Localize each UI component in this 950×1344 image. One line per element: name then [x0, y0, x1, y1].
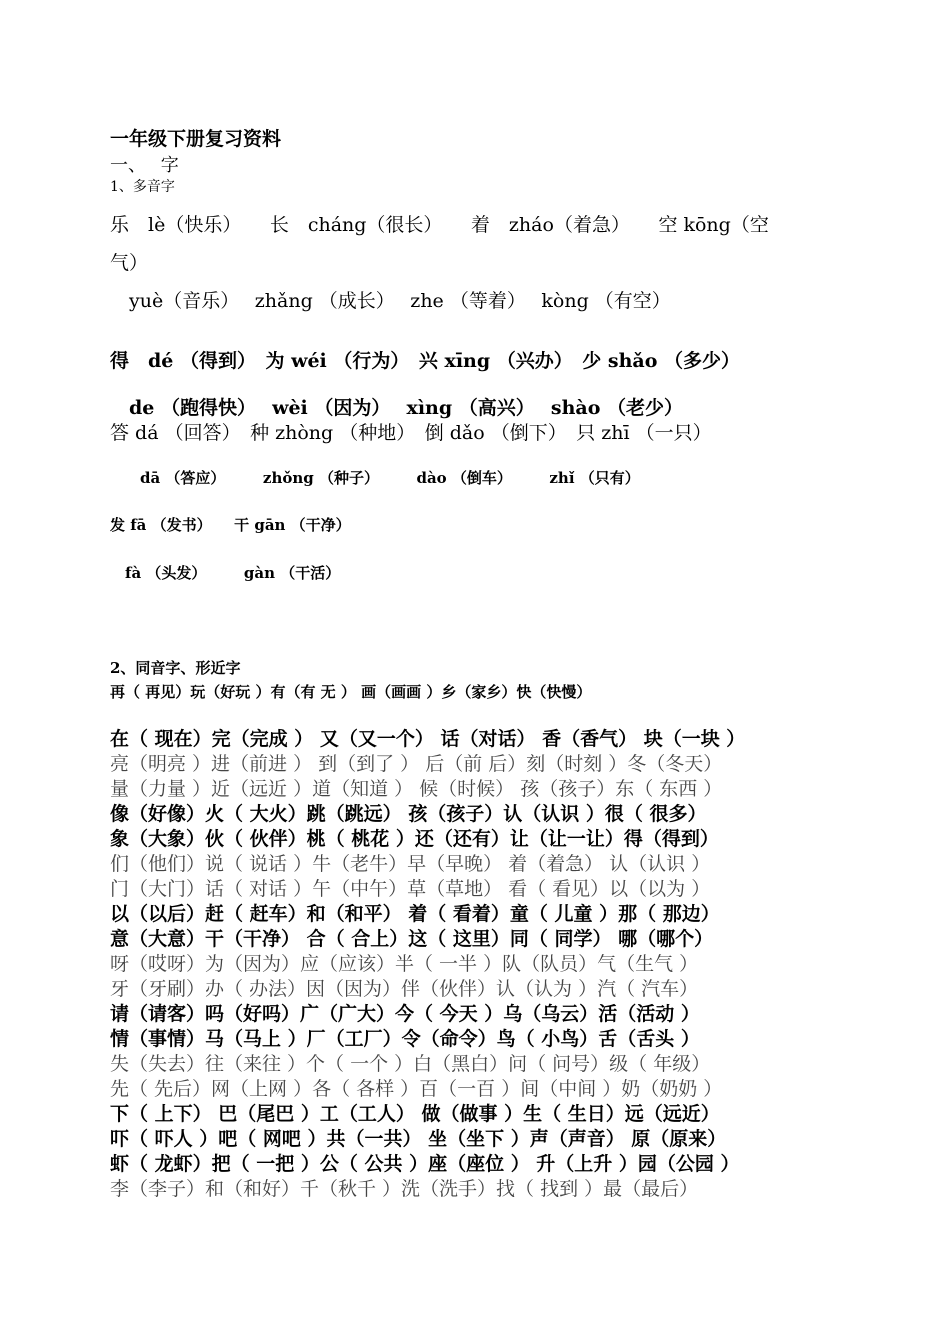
homophone-row: 情（事情）马（马上 ）厂（工厂）令（命令）鸟（ 小鸟）舌（舌头 ）: [110, 1028, 700, 1050]
poly-line: 乐 lè（快乐） 长 cháng（很长） 着 zháo（着急） 空 kōng（空: [110, 214, 769, 236]
poly-line: yuè（音乐） zhǎng （成长） zhe （等着） kòng （有空）: [110, 290, 671, 312]
homophone-row: 象（大象）伙（ 伙伴）桃（ 桃花 ）还（还有）让（让一让）得（得到）: [110, 828, 719, 850]
homophone-row: 量（力量 ）近（远近 ）道（知道 ） 候（时候） 孩（孩子）东（ 东西 ）: [110, 778, 723, 800]
poly-line: dā （答应） zhǒng （种子） dào （倒车） zhǐ （只有）: [110, 469, 640, 487]
homophone-row: 失（失去）往（来往 ）个（ 一个 ）白（黑白）问（ 问号）级（ 年级）: [110, 1053, 711, 1075]
homophone-row: 亮（明亮 ）进（前进 ） 到（到了 ） 后（前 后）刻（时刻 ）冬（冬天）: [110, 753, 723, 775]
homophone-row: 下（ 上下） 巴（尾巴 ）工（工人） 做（做事 ）生（ 生日）远（远近）: [110, 1103, 720, 1125]
homophone-row: 先（ 先后）网（上网 ）各（ 各样 ）百（一百 ）间（中间 ）奶（奶奶 ）: [110, 1078, 723, 1100]
subheading-homophones: 2、同音字、形近字: [110, 659, 241, 677]
homophone-row: 牙（牙刷）办（ 办法）因（因为）伴（伙伴）认（认为 ）汽（ 汽车）: [110, 978, 699, 1000]
homophone-row: 像（好像）火（ 大火）跳（跳远） 孩（孩子）认（认识 ）很（ 很多）: [110, 803, 707, 825]
homophone-row: 意（大意）干（干净） 合（ 合上）这（ 这里）同（ 同学） 哪（哪个）: [110, 928, 714, 950]
homophone-row: 们（他们）说（ 说话 ）牛（老牛）早（早晚） 着（着急） 认（认识 ）: [110, 853, 711, 875]
homophone-line: 再（ 再见）玩（好玩 ）有（有 无 ） 画（画画 ）乡（家乡）快（快慢）: [110, 683, 592, 701]
poly-line: de （跑得快） wèi （因为） xìng （高兴） shào （老少）: [110, 397, 683, 419]
homophone-row: 请（请客）吗（好吗）广（广大）今（ 今天 ）乌（乌云）活（活动 ）: [110, 1003, 700, 1025]
poly-line: 答 dá （回答） 种 zhòng （种地） 倒 dǎo （倒下） 只 zhī （一只）: [110, 422, 712, 444]
homophone-row: 李（李子）和（和好）千（秋千 ）洗（洗手）找（ 找到 ）最（最后）: [110, 1178, 699, 1200]
poly-line: 得 dé （得到） 为 wéi （行为） 兴 xīng （兴办） 少 shǎo （多少）: [110, 350, 740, 372]
homophone-row: 虾（ 龙虾）把（ 一把 ）公（ 公共 ）座（座位 ） 升（上升 ）园（公园 ）: [110, 1153, 740, 1175]
section-heading-characters: 一、 字: [110, 155, 179, 176]
homophone-row: 在（ 现在）完（完成 ） 又（又一个） 话（对话） 香（香气） 块（一块 ）: [110, 728, 746, 750]
poly-line: fà （头发） gàn （干活）: [110, 564, 341, 582]
homophone-row: 呀（哎呀）为（因为）应（应该）半（ 一半 ）队（队员）气（生气 ）: [110, 953, 699, 975]
subheading-polyphonic: 1、多音字: [110, 179, 175, 195]
poly-line: 气）: [110, 252, 149, 274]
doc-title: 一年级下册复习资料: [110, 128, 282, 150]
poly-line: 发 fā （发书） 干 gān （干净）: [110, 516, 351, 534]
homophone-row: 以（以后）赶（ 赶车）和（和平） 着（ 看着）童（ 儿童 ）那（ 那边）: [110, 903, 720, 925]
homophone-row: 吓（ 吓人 ）吧（ 网吧 ）共（一共） 坐（坐下 ）声（声音） 原（原来）: [110, 1128, 727, 1150]
homophone-row: 门（大门）话（ 对话 ）午（中午）草（草地） 看（ 看见）以（以为 ）: [110, 878, 711, 900]
homophone-table: [110, 727, 745, 1202]
